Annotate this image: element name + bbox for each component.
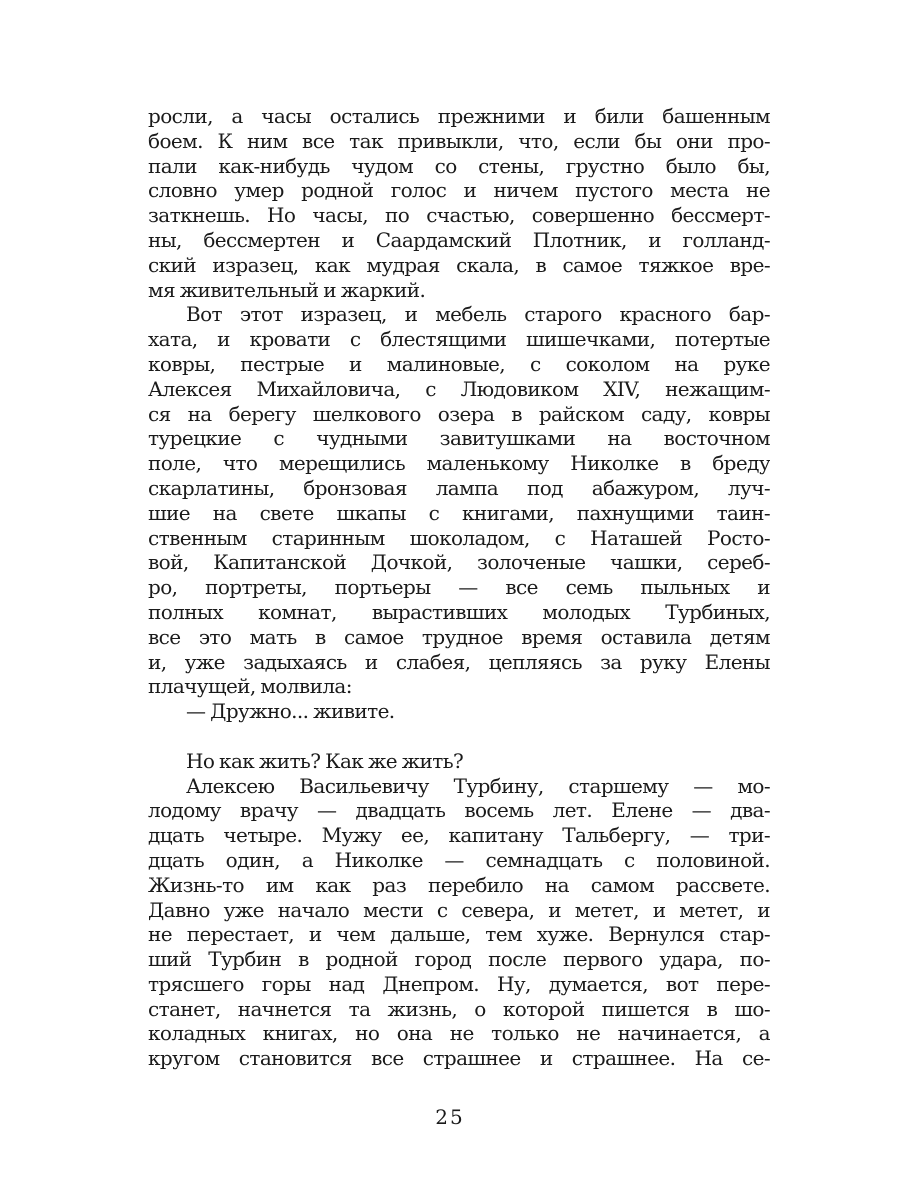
text-line: плачущей, молвила: [148, 674, 352, 699]
text-line: ственным старинным шоколадом, с Наташей Росто- [148, 525, 770, 550]
text-line: ский изразец, как мудрая скала, в самое тяжкое вре- [148, 252, 770, 277]
text-line: кругом становится все страшнее и страшнее. На се- [148, 1046, 770, 1071]
text-line: шие на свете шкапы с книгами, пахнущими таин- [148, 500, 770, 525]
paragraph [148, 104, 770, 302]
text-line: боем. К ним все так привыкли, что, если бы они про- [148, 128, 770, 153]
text-line: заткнешь. Но часы, по счастью, совершенно бессмерт- [148, 203, 770, 228]
text-line: полных комнат, вырастивших молодых Турбиных, [148, 599, 770, 624]
text-line: турецкие с чудными завитушками на восточном [148, 426, 770, 451]
text-line: ся на берегу шелкового озера в райском саду, ковры [148, 401, 770, 426]
page-number: 25 [435, 1105, 465, 1129]
text-line: дцать один, а Николке — семнадцать с половиной. [148, 847, 770, 872]
text-line: лодому врачу — двадцать восемь лет. Елене — два- [148, 798, 770, 823]
text-line: ро, портреты, портьеры — все семь пыльных и [148, 575, 770, 600]
text-line: поле, что мерещились маленькому Николке в бреду [148, 451, 770, 476]
text-line: Давно уже начало мести с севера, и метет, и метет, и [148, 897, 770, 922]
paragraph-spacer [148, 724, 770, 749]
text-line: хата, и кровати с блестящими шишечками, потертые [148, 327, 770, 352]
text-line: Жизнь-то им как раз перебило на самом рассвете. [148, 872, 770, 897]
page-body-text [148, 104, 770, 1071]
text-line: Алексея Михайловича, с Людовиком XIV, нежащим- [148, 376, 770, 401]
text-line: станет, начнется та жизнь, о которой пишется в шо- [148, 996, 770, 1021]
paragraph [148, 699, 770, 724]
text-line: Алексею Васильевичу Турбину, старшему — мо- [186, 773, 770, 798]
text-line: словно умер родной голос и ничем пустого места не [148, 178, 770, 203]
text-line: вой, Капитанской Дочкой, золоченые чашки, сереб- [148, 550, 770, 575]
text-line: росли, а часы остались прежними и били башенным [148, 104, 770, 128]
text-line: Но как жить? Как же жить? [186, 748, 464, 773]
paragraph [148, 774, 770, 1072]
text-line: ковры, пестрые и малиновые, с соколом на руке [148, 351, 770, 376]
text-line: мя живительный и жаркий. [148, 277, 426, 302]
text-line: трясшего горы над Днепром. Ну, думается, вот пере- [148, 971, 770, 996]
text-line: ший Турбин в родной город после первого удара, по- [148, 947, 770, 972]
text-line: и, уже задыхаясь и слабея, цепляясь за руку Елены [148, 649, 770, 674]
text-line: Вот этот изразец, и мебель старого красного бар- [186, 302, 770, 327]
text-line: пали как-нибудь чудом со стены, грустно было бы, [148, 153, 770, 178]
text-line: дцать четыре. Мужу ее, капитану Тальбергу, — три- [148, 823, 770, 848]
text-line: ны, бессмертен и Саардамский Плотник, и голланд- [148, 227, 770, 252]
text-line: не перестает, и чем дальше, тем хуже. Вернулся стар- [148, 922, 770, 947]
paragraph [148, 749, 770, 774]
text-line: — Дружно... живите. [186, 699, 395, 724]
text-line: скарлатины, бронзовая лампа под абажуром, луч- [148, 475, 770, 500]
paragraph [148, 302, 770, 699]
text-line: все это мать в самое трудное время оставила детям [148, 624, 770, 649]
text-line: коладных книгах, но она не только не начинается, а [148, 1021, 770, 1046]
